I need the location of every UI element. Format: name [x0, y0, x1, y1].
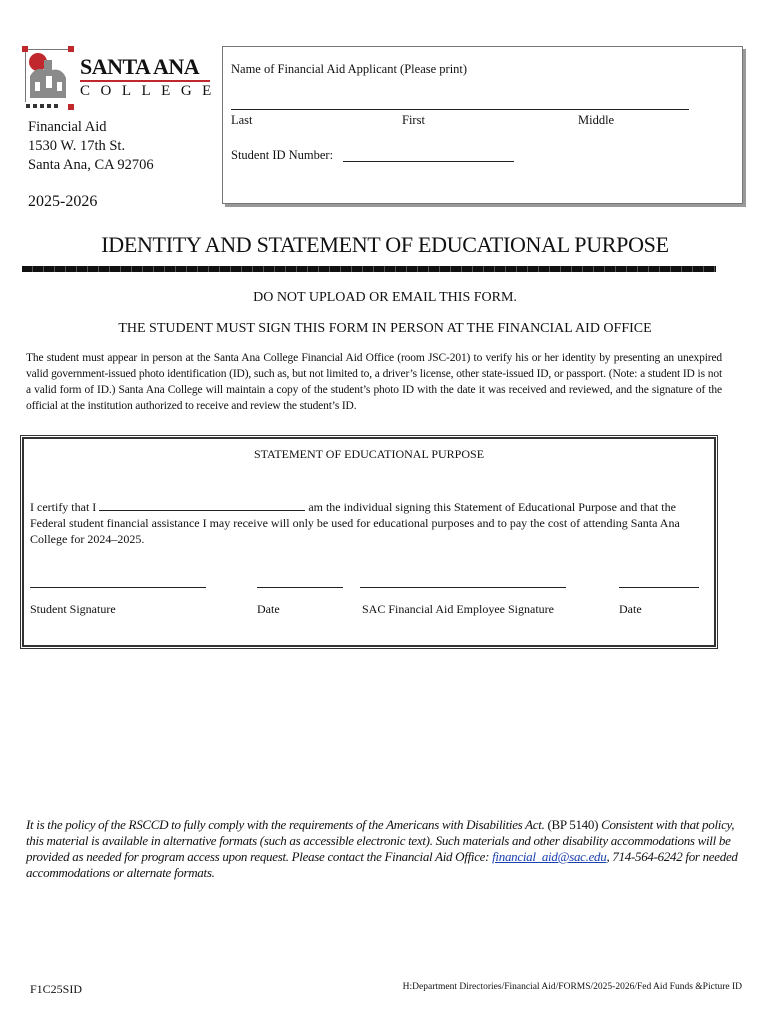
- policy-text-2: Consistent with that policy, this material is available in alternative formats (such as accessible electronic text). Such materials and other disability accommodations will be provided as needed for program access upon request. Please contact the Financial Aid Office:: [26, 817, 735, 864]
- employee-date-label: Date: [619, 602, 642, 616]
- address-line-1: Financial Aid: [28, 119, 107, 135]
- employee-signature-label: SAC Financial Aid Employee Signature: [362, 602, 554, 616]
- student-id-input-line[interactable]: [343, 161, 514, 162]
- notice-sign-in-person: THE STUDENT MUST SIGN THIS FORM IN PERSON AT THE FINANCIAL AID OFFICE: [118, 321, 652, 336]
- student-signature-label: Student Signature: [30, 602, 116, 616]
- employee-date-line[interactable]: [619, 587, 699, 588]
- logo-title: SANTA ANA: [80, 54, 200, 79]
- logo-subtitle: COLLEGE: [80, 83, 222, 99]
- notice-no-upload: DO NOT UPLOAD OR EMAIL THIS FORM.: [253, 290, 517, 305]
- employee-signature-line[interactable]: [360, 587, 566, 588]
- name-prompt: Name of Financial Aid Applicant (Please print): [231, 62, 468, 76]
- statement-box: [22, 437, 716, 647]
- certify-name-blank[interactable]: [99, 500, 305, 511]
- statement-title: STATEMENT OF EDUCATIONAL PURPOSE: [253, 447, 485, 461]
- college-logo: [22, 46, 222, 114]
- last-name-label: Last: [231, 113, 253, 127]
- applicant-name-box: [222, 46, 743, 204]
- form-code: F1C25SID: [30, 982, 83, 996]
- student-date-label: Date: [257, 602, 280, 616]
- address-line-2: 1530 W. 17th St.: [28, 138, 126, 154]
- instructions-paragraph: The student must appear in person at the Santa Ana College Financial Aid Office (room JSC-201) to verify his or her identity by presenting an unexpired valid government-issued photo identification (ID), such as, but not limited to, a driver’s license, other state-issued ID, or passport. (Note: a student ID is not a valid form of ID.) Santa Ana College will maintain a copy of the student’s photo ID with the date it was received and reviewed, and the signature of the official at the institution authorized to receive and review the student’s ID.: [26, 352, 722, 412]
- policy-text-1: It is the policy of the RSCCD to fully comply with the requirements of the Americans with Disabilities Act.: [26, 817, 545, 832]
- college-emblem-icon: [22, 46, 76, 114]
- ada-policy: [26, 817, 742, 881]
- policy-text-3: , 714-564-6242 for needed accommodations or alternate formats.: [26, 849, 738, 880]
- title-divider: [22, 266, 716, 272]
- student-id-label: Student ID Number:: [231, 148, 334, 162]
- form-title: IDENTITY AND STATEMENT OF EDUCATIONAL PURPOSE: [101, 232, 669, 257]
- address-line-3: Santa Ana, CA 92706: [28, 157, 154, 173]
- student-date-line[interactable]: [257, 587, 343, 588]
- middle-name-label: Middle: [578, 113, 615, 127]
- student-signature-line[interactable]: [30, 587, 206, 588]
- logo-rule: [80, 80, 210, 82]
- certification-text: [30, 499, 706, 547]
- first-name-label: First: [402, 113, 425, 127]
- office-address: [28, 118, 154, 175]
- certify-suffix: am the individual signing this Statement of Educational Purpose and that the Federal student financial assistance I may receive will only be used for educational purposes and to pay the cost of attending Santa Ana College for 2024–2025.: [30, 500, 680, 546]
- policy-reference: (BP 5140): [547, 817, 599, 832]
- certify-prefix: I certify that I: [30, 500, 97, 514]
- file-path: H:Department Directories/Financial Aid/FORMS/2025-2026/Fed Aid Funds &Picture ID: [402, 982, 742, 992]
- name-input-line[interactable]: [231, 109, 689, 110]
- award-year: 2025-2026: [28, 193, 98, 210]
- financial-aid-email-link[interactable]: financial_aid@sac.edu: [492, 849, 607, 864]
